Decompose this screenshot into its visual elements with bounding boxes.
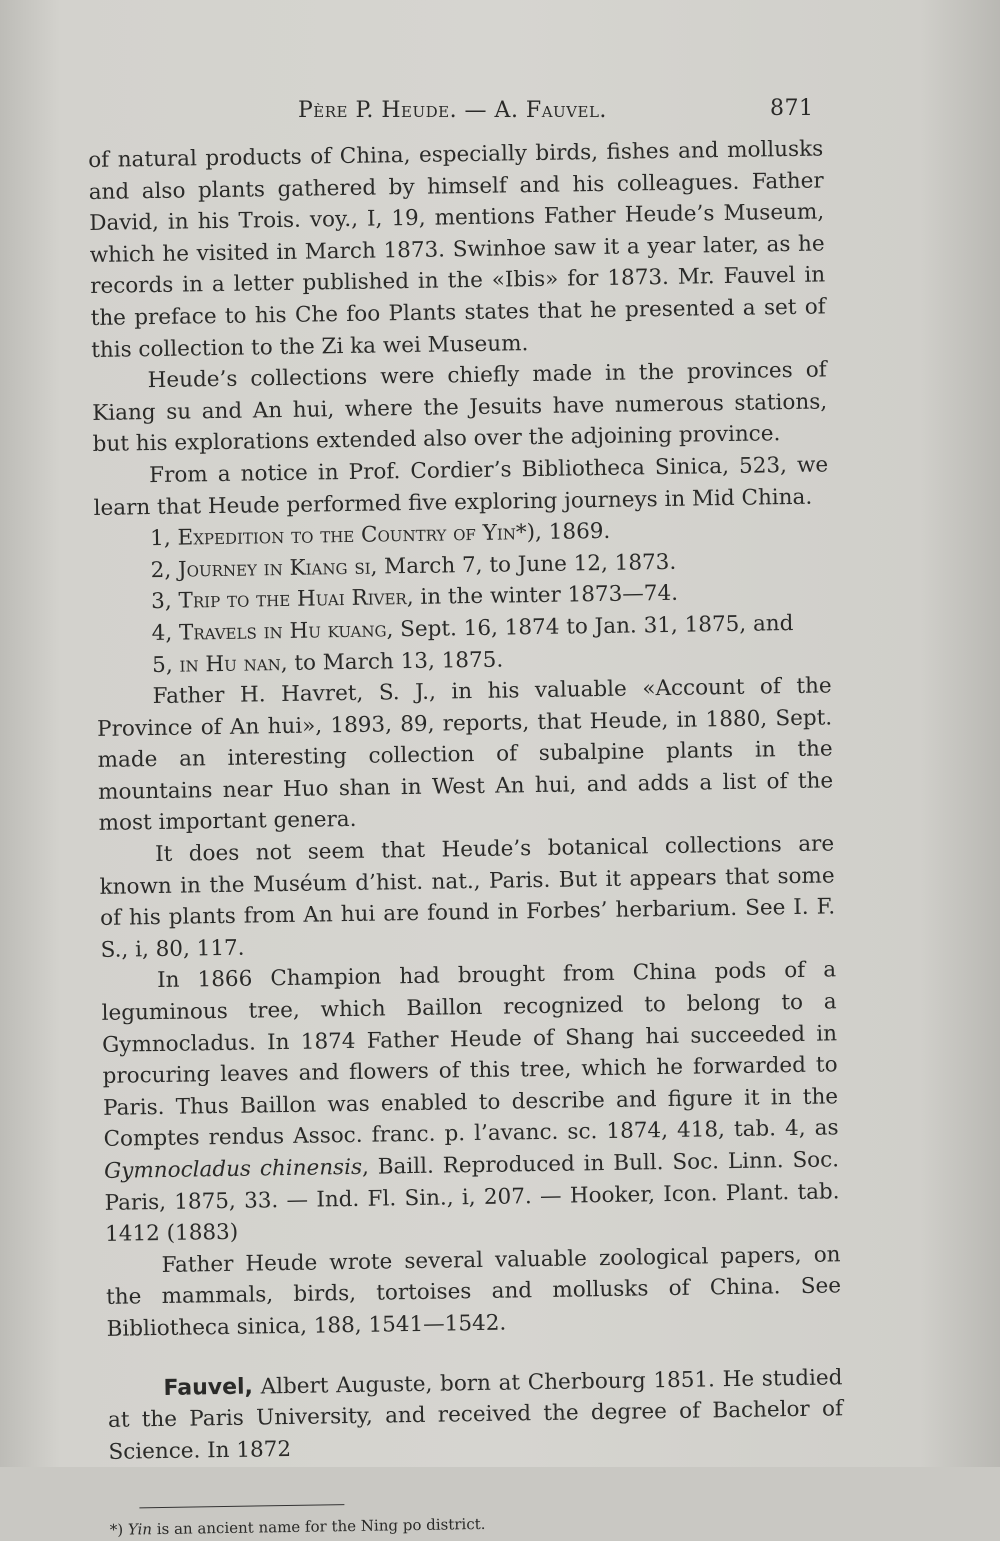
running-head: Père P. Heude. — A. Fauvel.: [298, 98, 607, 123]
paragraph-museum: of natural products of China, especially birds, fishes and mollusks and also plants gathered by himself and his colleagues. Father David, in his Trois. voy., I, 19, mentions Father Heude’s Museum, which he visited in March 1873. Swinhoe saw it a year later, as he records in a letter published in the «Ibis» for 1873. Mr. Fauvel in the preface to his Che foo Plants states that he presented a set of this collection to the Zi ka wei Museum.: [88, 136, 826, 363]
paragraph-zoological: Father Heude wrote several valuable zoological papers, on the mammals, birds, tortoises and mollusks of China. See Bibliotheca sinica, 188, 1541—1542.: [105, 1242, 842, 1342]
paragraph-notice: From a notice in Prof. Cordier’s Bibliotheca Sinica, 523, we learn that Heude performed five exploring journeys in Mid China.: [93, 452, 829, 521]
paragraph-gymnocladus: [101, 955, 840, 1251]
journey-title: Trip to the Huai River: [178, 585, 407, 614]
species-name: Gymnocladus chinensis: [103, 1154, 363, 1184]
journey-title: Travels in Hu kuang: [178, 617, 387, 646]
page-number: 871: [770, 96, 814, 121]
entry-name: Fauvel,: [163, 1374, 254, 1401]
footnote-text: is an ancient name for the Ning po district.: [151, 1515, 486, 1539]
gymnocladus-text-before: In 1866 Champion had brought from China pods of a leguminous tree, which Baillon recognized to belong to a Gymnocladus. In 1874 Father Heude of Shang hai succeeded in procuring leaves and flowers of this tree, which he forwarded to Paris. Thus Baillon was enabled to describe and figure it in the Comptes rendus Assoc. franc. p. l’avanc. sc. 1874, 418, tab. 4, as: [101, 957, 839, 1153]
journey-details: , to March 13, 1875.: [280, 647, 504, 676]
journey-details: , in the winter 1873—74.: [406, 581, 679, 611]
journey-number: 2,: [150, 557, 179, 583]
entry-text: Albert Auguste, born at Cherbourg 1851. He studied at the Paris University, and received the degree of Bachelor of Science. In 1872: [107, 1364, 844, 1465]
paragraph-havret: Father H. Havret, S. J., in his valuable «Account of the Province of An hui», 1893, 89, reports, that Heude, in 1880, Sept. made an interesting collection of subalpine plants in the mountains near Huo shan in West An hui, and adds a list of the most important genera.: [96, 673, 834, 837]
footnote-divider: [139, 1504, 344, 1508]
journey-title: in Hu nan: [179, 650, 281, 678]
footnote: [110, 1508, 845, 1541]
journey-number: 5,: [151, 652, 180, 678]
journey-number: 4,: [151, 620, 180, 646]
paragraph-botanical: It does not seem that Heude’s botanical collections are known in the Muséum d’hist. nat., Paris. But it appears that some of his plants from An hui are found in Forbes’ herbarium. See I. F. S., i, 80, 117.: [99, 831, 836, 963]
journey-title: Journey in Kiang si: [177, 554, 371, 583]
body-text: [88, 133, 845, 1541]
journey-details: , Sept. 16, 1874 to Jan. 31, 1875, and: [386, 610, 794, 643]
gymnocladus-text-after: , Baill. Reproduced in Bull. Soc. Linn. Soc. Paris, 1875, 33. — Ind. Fl. Sin., i, 207. — Hooker, Icon. Plant. tab. 1412 (1883): [104, 1147, 840, 1248]
footnote-term: Yin: [127, 1520, 153, 1539]
footnote-marker: *): [109, 1520, 129, 1540]
journey-number: 3,: [150, 588, 179, 615]
journey-number: 1,: [149, 525, 178, 552]
journey-title: Expedition to the Country of Yin: [177, 520, 517, 551]
paragraph-collections: Heude’s collections were chiefly made in the provinces of Kiang su and An hui, where the Jesuits have numerous stations, but his explorations extended also over the adjoining province.: [92, 357, 828, 458]
journey-details: , March 7, to June 12, 1873.: [370, 549, 677, 580]
journey-details: *), 1869.: [515, 518, 611, 546]
page-header: [0, 92, 1000, 132]
biography-entry: [107, 1362, 843, 1468]
